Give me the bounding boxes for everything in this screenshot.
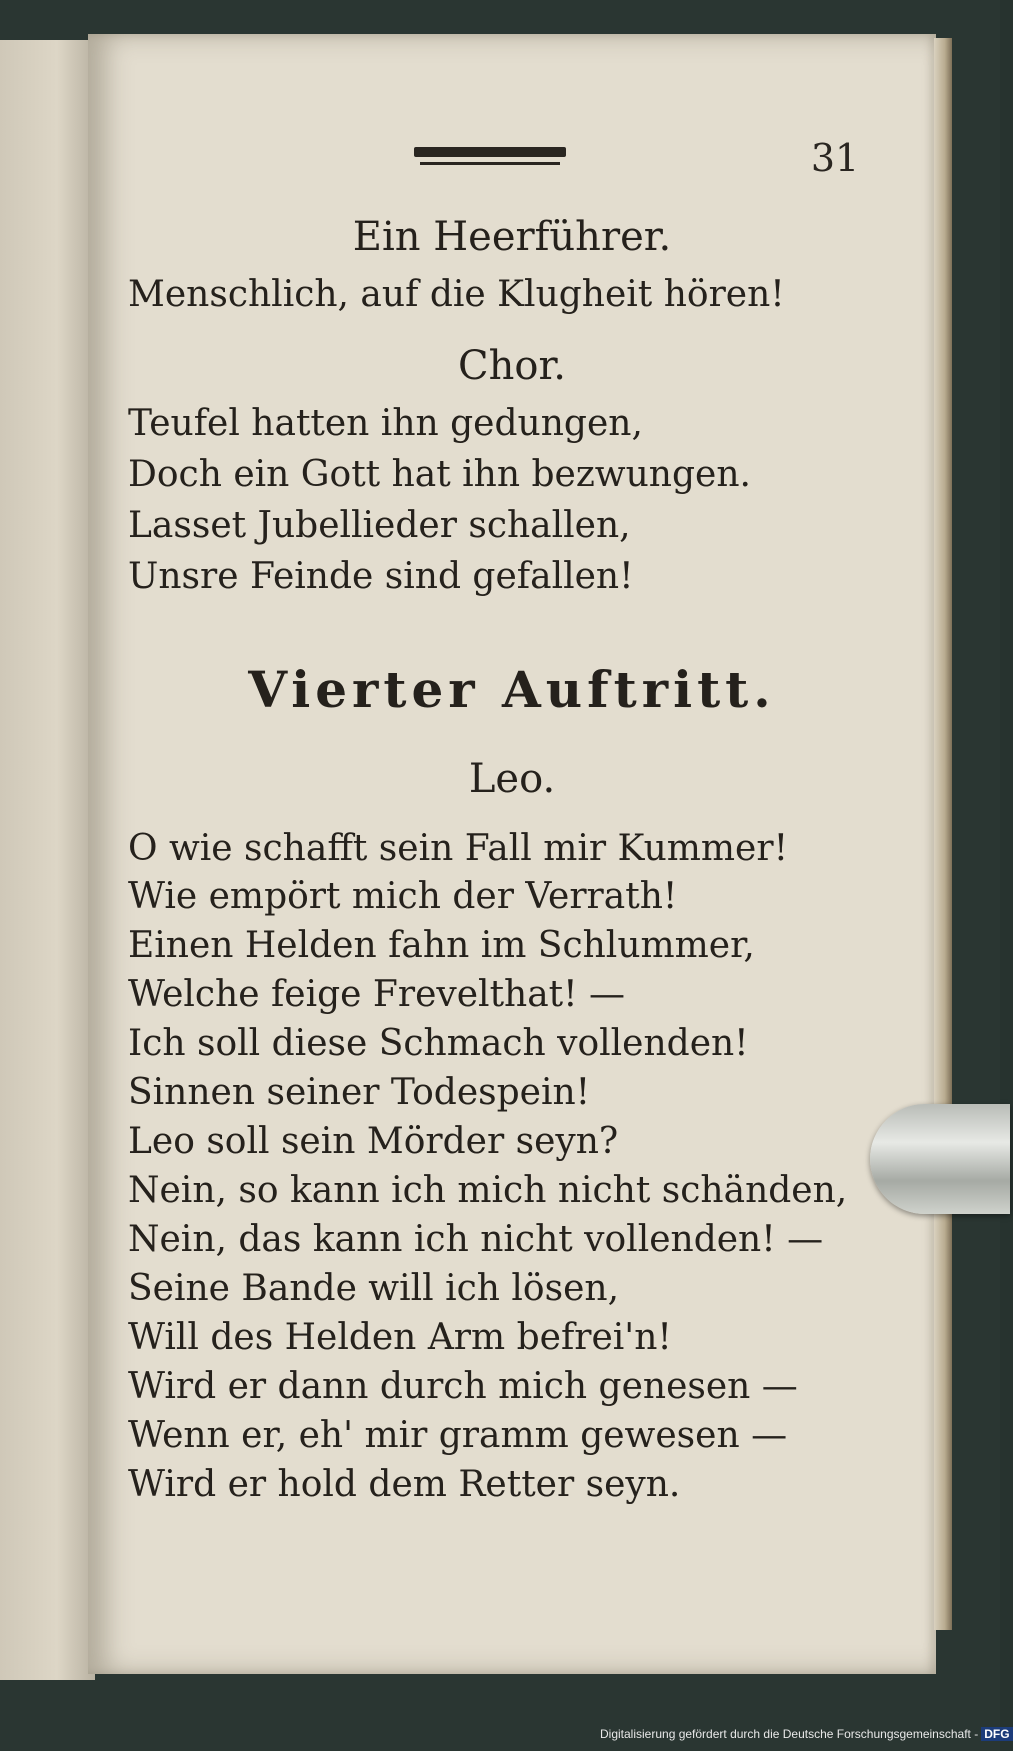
chor-line: Doch ein Gott hat ihn bezwungen. [128, 454, 751, 495]
speaker-chor: Chor. [458, 343, 566, 389]
speaker-leo: Leo. [468, 756, 556, 802]
dfg-badge: DFG [981, 1727, 1012, 1741]
left-page-edge [0, 40, 95, 1680]
page-edge [934, 38, 952, 1630]
verse-line: O wie schafft sein Fall mir Kummer! [128, 828, 789, 869]
verse-line: Wenn er, eh' mir gramm gewesen — [128, 1415, 788, 1456]
verse-line: Wird er dann durch mich genesen — [128, 1366, 798, 1407]
verse-line: Einen Helden fahn im Schlummer, [128, 925, 755, 966]
digitization-credit [600, 1727, 1010, 1745]
verse-line: Seine Bande will ich lösen, [128, 1268, 620, 1309]
chor-line: Lasset Jubellieder schallen, [128, 505, 631, 546]
verse-line: Sinnen seiner Todespein! [128, 1072, 591, 1113]
verse-line: Welche feige Frevelthat! — [128, 974, 626, 1015]
line-heerfuehrer: Menschlich, auf die Klugheit hören! [128, 274, 785, 315]
verse-line: Will des Helden Arm befrei'n! [128, 1317, 672, 1358]
scene-heading: Vierter Auftritt. [248, 660, 776, 719]
speaker-heerfuehrer: Ein Heerführer. [352, 214, 672, 260]
verse-line: Nein, so kann ich mich nicht schänden, [128, 1170, 848, 1211]
verse-line: Nein, das kann ich nicht vollenden! — [128, 1219, 824, 1260]
chor-line: Teufel hatten ihn gedungen, [128, 403, 643, 444]
page-number: 31 [810, 136, 860, 180]
verse-line: Wie empört mich der Verrath! [128, 876, 678, 917]
verse-line: Ich soll diese Schmach vollenden! [128, 1023, 749, 1064]
verse-line: Wird er hold dem Retter seyn. [128, 1464, 681, 1505]
page-clip [870, 1104, 1010, 1214]
header-ornament [414, 147, 566, 169]
verse-line: Leo soll sein Mörder seyn? [128, 1121, 619, 1162]
chor-line: Unsre Feinde sind gefallen! [128, 556, 634, 597]
credit-text: Digitalisierung gefördert durch die Deutsche Forschungsgemeinschaft - [600, 1727, 979, 1741]
